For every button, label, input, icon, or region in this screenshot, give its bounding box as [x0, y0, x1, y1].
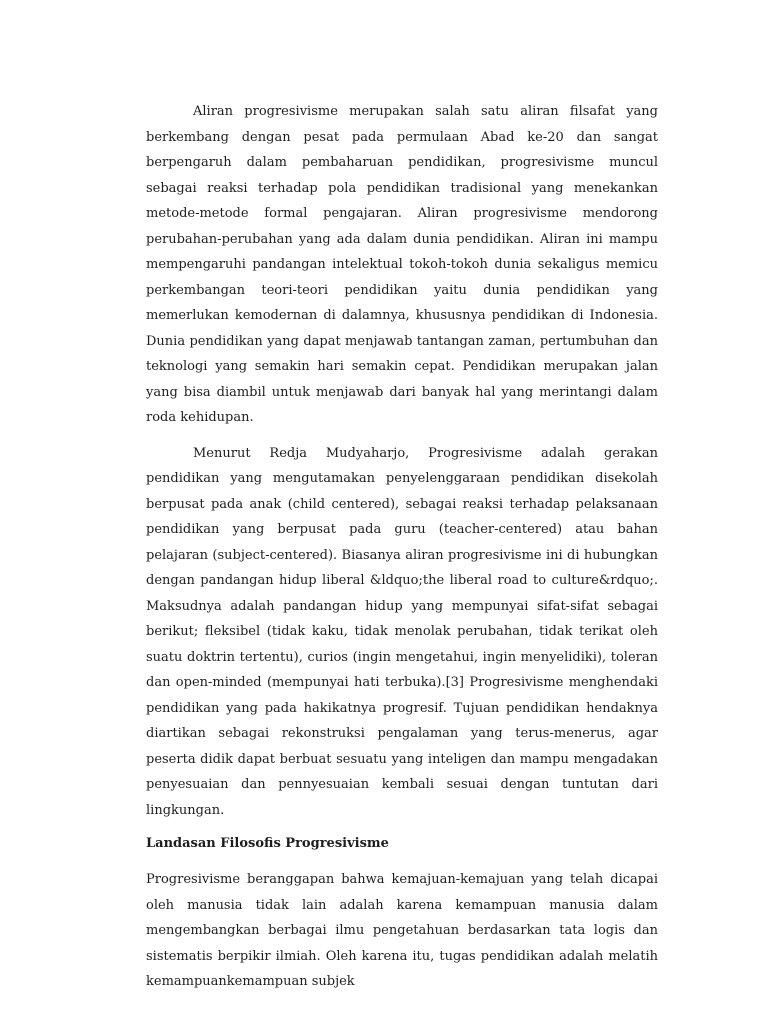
document-body — [146, 99, 658, 1005]
section-heading: Landasan Filosofis Progresivisme — [146, 836, 389, 851]
paragraph-intro: Aliran progresivisme merupakan salah satu aliran filsafat yang berkembang dengan pesat pada permulaan Abad ke-20 dan sangat berpengaruh dalam pembaharuan pendidikan, progresivisme muncul sebagai reaksi terhadap pola pendidikan tradisional yang menekankan metode-metode formal pengajaran. Aliran progresivisme mendorong perubahan-perubahan yang ada dalam dunia pendidikan. Aliran ini mampu mempengaruhi pandangan intelektual tokoh-tokoh dunia sekaligus memicu perkembangan teori-teori pendidikan yaitu dunia pendidikan yang memerlukan kemodernan di dalamnya, khususnya pendidikan di Indonesia. Dunia pendidikan yang dapat menjawab tantangan zaman, pertumbuhan dan teknologi yang semakin hari semakin cepat. Pendidikan merupakan jalan yang bisa diambil untuk menjawab dari banyak hal yang merintangi dalam roda kehidupan. — [146, 104, 658, 425]
paragraph-redja-mudyaharjo: Menurut Redja Mudyaharjo, Progresivisme adalah gerakan pendidikan yang mengutamakan penyelenggaraan pendidikan disekolah berpusat pada anak (child centered), sebagai reaksi terhadap pelaksanaan pendidikan yang berpusat pada guru (teacher-centered) atau bahan pelajaran (subject-centered). Biasanya aliran progresivisme ini di hubungkan dengan pandangan hidup liberal &ldquo;the liberal road to culture&rdquo;. Maksudnya adalah pandangan hidup yang mempunyai sifat-sifat sebagai berikut; fleksibel (tidak kaku, tidak menolak perubahan, tidak terikat oleh suatu doktrin tertentu), curios (ingin mengetahui, ingin menyelidiki), toleran dan open-minded (mempunyai hati terbuka).[3] Progresivisme menghendaki pendidikan yang pada hakikatnya progresif. Tujuan pendidikan hendaknya diartikan sebagai rekonstruksi pengalaman yang terus-menerus, agar peserta didik dapat berbuat sesuatu yang inteligen dan mampu mengadakan penyesuaian dan pennyesuaian kembali sesuai dengan tuntutan dari lingkungan. — [146, 445, 658, 818]
paragraph-landasan: Progresivisme beranggapan bahwa kemajuan-kemajuan yang telah dicapai oleh manusia tidak lain adalah karena kemampuan manusia dalam mengembangkan berbagai ilmu pengetahuan berdasarkan tata logis dan sistematis berpikir ilmiah. Oleh karena itu, tugas pendidikan adalah melatih kemampuankemampuan subjek — [146, 872, 658, 989]
